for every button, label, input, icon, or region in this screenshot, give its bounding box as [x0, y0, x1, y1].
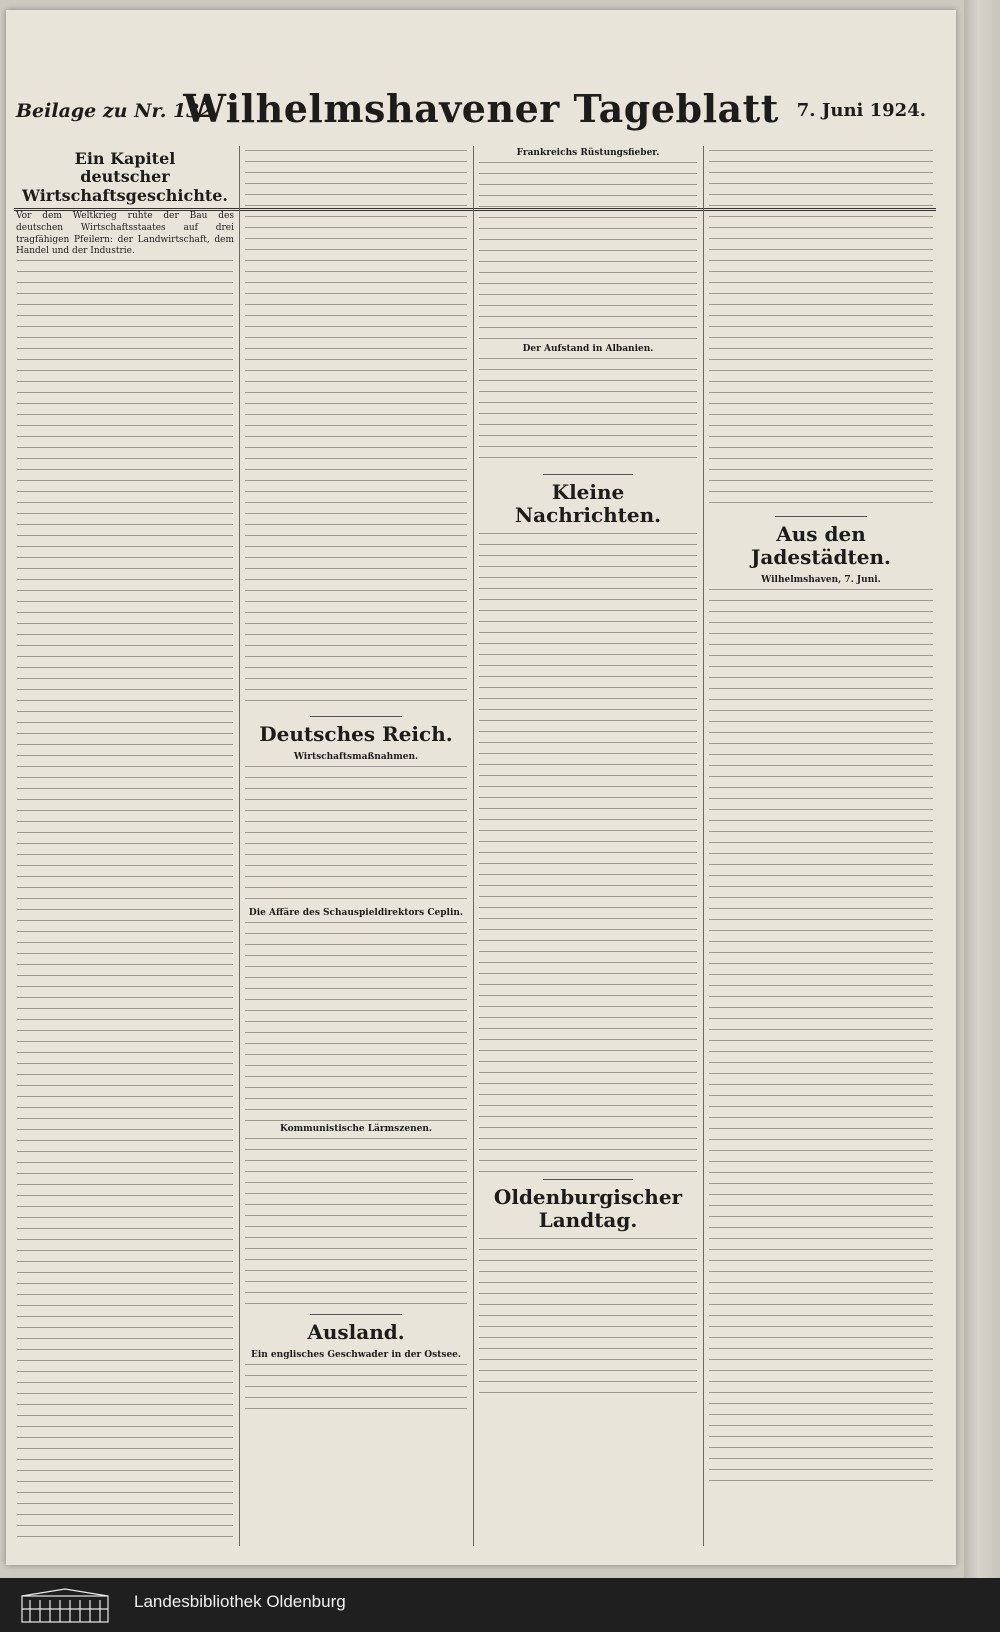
article-body-text: [245, 150, 467, 710]
page-edge: [964, 0, 1000, 1632]
section-headline: Deutsches Reich.: [259, 722, 453, 746]
subheading: Kommunistische Lärmszenen.: [279, 1124, 433, 1134]
dateline: Wilhelmshaven, 7. Juni.: [761, 575, 881, 585]
library-building-icon: [20, 1588, 110, 1624]
section-headline: Ausland.: [307, 1320, 405, 1344]
section-headline: Oldenburgischer Landtag.: [493, 1185, 683, 1232]
section-headline: Kleine Nachrichten.: [514, 480, 662, 527]
article-body-text: [245, 766, 467, 906]
column-2: [242, 146, 470, 1546]
library-name: Landesbibliothek Oldenburg: [134, 1592, 346, 1611]
subheading: Frankreichs Rüstungsfieber.: [516, 148, 660, 158]
article-body-text: [479, 162, 697, 342]
article-divider: [310, 1314, 401, 1315]
article-body-text: [479, 533, 697, 1173]
article-opening: Vor dem Weltkrieg ruhte der Bau des deutschen Wirtschaftsstaates auf drei tragfähigen Pfeilern: der Landwirtschaft, dem Handel und der Industrie.: [16, 211, 234, 257]
footer-bar: [0, 1578, 1000, 1632]
subheading: Wirtschaftsmaßnahmen.: [293, 752, 419, 762]
newspaper-page: [6, 10, 956, 1565]
article-body-text: [479, 358, 697, 468]
newspaper-title: Wilhelmshavener Tageblatt: [183, 86, 779, 131]
article-body-text: [709, 150, 933, 510]
column-1: [14, 146, 236, 1546]
article-columns: [14, 146, 936, 1546]
article-body-text: [17, 260, 233, 1540]
article-body-text: [709, 589, 933, 1489]
article-divider: [310, 716, 401, 717]
article-body-text: [479, 1238, 697, 1398]
subheading: Ein englisches Geschwader in der Ostsee.: [250, 1350, 462, 1360]
subheading: Der Aufstand in Albanien.: [522, 344, 654, 354]
section-headline: Aus den Jadestädten.: [750, 522, 892, 569]
article-divider: [775, 516, 867, 517]
column-rule: [473, 146, 474, 1546]
article-body-text: [245, 922, 467, 1122]
article-divider: [543, 1179, 633, 1180]
article-body-text: [245, 1364, 467, 1414]
issue-date: 7. Juni 1924.: [796, 100, 926, 121]
column-4: [706, 146, 936, 1546]
subheading: Die Affäre des Schauspieldirektors Ceplin.: [248, 908, 464, 918]
column-rule: [703, 146, 704, 1546]
article-body-text: [245, 1138, 467, 1308]
column-rule: [239, 146, 240, 1546]
supplement-label: Beilage zu Nr. 132.: [16, 100, 220, 122]
column-3: [476, 146, 700, 1546]
article-divider: [543, 474, 633, 475]
masthead: [6, 80, 956, 142]
article-headline: Ein Kapitel deutscher Wirtschaftsgeschichte.: [22, 149, 228, 205]
